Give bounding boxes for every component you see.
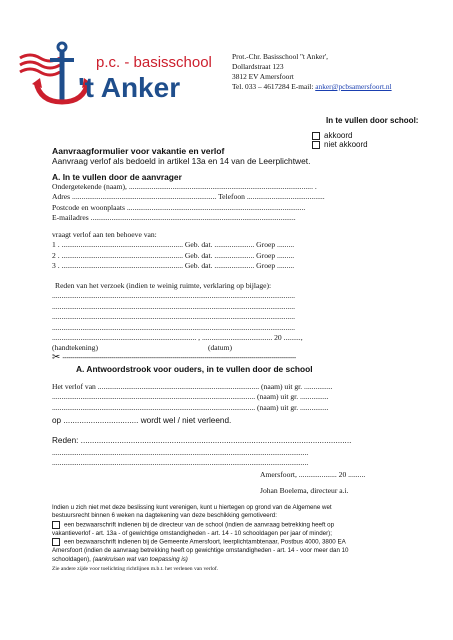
director-name: Johan Boelema, directeur a.i. — [260, 486, 349, 495]
field-child-2[interactable]: 2 . ................................................................ Geb. dat. ..................... Groep ......... — [52, 250, 295, 260]
field-email[interactable]: E-mailadres ............................................................................................................ — [52, 213, 296, 223]
field-undersigned[interactable]: Ondergetekende (naam), ................................................................................................. . — [52, 182, 317, 191]
objection-p1: Indien u zich niet met deze beslissing kunt verenigen, kunt u hiertegen op grond van de Algemene wet — [52, 504, 332, 511]
field-leave-of[interactable]: Het verlof van ..................................................................................... (naam) uit gr. ............... — [52, 382, 333, 391]
address-line-2: Dollardstraat 123 — [232, 62, 284, 71]
objection-option-2-end — [52, 556, 349, 564]
school-address — [232, 52, 392, 92]
field-answer-reason-2[interactable]: ....................................................................................................................................... — [52, 448, 309, 457]
checkbox-icon[interactable] — [312, 141, 320, 149]
objection-p2: bestuursrecht binnen 6 weken na dagtekening van deze beschikking gemotiveerd: — [52, 512, 277, 520]
cut-line — [52, 352, 296, 363]
checkbox-icon[interactable] — [312, 132, 320, 140]
answer-fields — [52, 382, 333, 413]
cut-dashes: ------------------------------------------------------------------------------------------------------------------- — [62, 355, 296, 362]
objection-option-1[interactable] — [52, 521, 349, 530]
checkbox-icon[interactable] — [52, 538, 60, 546]
field-child-1[interactable]: 1 . ................................................................ Geb. dat. ..................... Groep ......... — [52, 240, 295, 250]
objection-option-1-text: een bezwaarschrift indienen bij de directeur van de school (indien de aanvraag betrekking heeft op — [64, 521, 335, 529]
request-for-label: vraagt verlof aan ten behoeve van: — [52, 230, 157, 239]
school-box — [312, 116, 440, 158]
objection-notice — [52, 504, 349, 564]
field-leave-3[interactable]: ........................................................................................................... (naam) uit gr. ............... — [52, 402, 329, 412]
reason-label: Reden van het verzoek (indien te weinig ruimte, verklaring op bijlage): — [55, 281, 272, 290]
scissors-icon: ✂ — [52, 352, 61, 363]
field-signature-date[interactable]: ............................................................................ , ..................................... 20 ........., — [52, 333, 303, 343]
field-address[interactable]: Adres ............................................................................ Telefoon ......................................... — [52, 192, 325, 202]
reason-fields — [52, 281, 303, 354]
field-reason-4[interactable]: ................................................................................................................................ — [52, 322, 295, 332]
field-answer-reason-3[interactable]: ....................................................................................................................................... — [52, 458, 309, 468]
objection-option-2-text: een bezwaarschrift indienen bij de Gemeente Amersfoort, leerplichtambtenaar, Postbus 4000, 3800 EA — [64, 538, 346, 546]
applicant-fields — [52, 182, 325, 224]
signature-label: (handtekening) — [52, 343, 98, 353]
school-logo — [18, 38, 212, 128]
section-a-heading: A. In te vullen door de aanvrager — [52, 172, 182, 182]
answer-heading: A. Antwoordstrook voor ouders, in te vullen door de school — [76, 364, 313, 374]
address-contact — [232, 82, 392, 92]
objection-option-2[interactable] — [52, 538, 349, 547]
option-akkoord-label: akkoord — [324, 131, 353, 140]
field-answer-reason[interactable]: Reden: ....................................................................................................................... — [52, 436, 352, 445]
field-reason-2[interactable]: ................................................................................................................................ — [52, 301, 295, 311]
field-granted[interactable]: op ................................. wordt wel / niet verleend. — [52, 416, 232, 425]
instruction-text: (aankruisen wat van toepassing is) — [92, 555, 188, 563]
objection-option-2-cont: Amersfoort (indien de aanvraag betrekking heeft op gewichtige omstandigheden - art. 14 - voor meer dan 10 — [52, 547, 349, 555]
date-label: (datum) — [207, 343, 233, 353]
phone-text: Tel. 033 – 4617284 E-mail: — [232, 82, 316, 91]
form-subtitle: Aanvraag verlof als bedoeld in artikel 13a en 14 van de Leerplichtwet. — [52, 156, 311, 166]
checkbox-icon[interactable] — [52, 521, 60, 529]
option-akkoord[interactable] — [312, 131, 440, 140]
option-niet-akkoord-label: niet akkoord — [324, 140, 368, 149]
field-postcode[interactable]: Postcode en woonplaats .............................................................................................. — [52, 202, 306, 212]
field-child-3[interactable]: 3 . ................................................................ Geb. dat. ..................... Groep ......... — [52, 261, 295, 271]
logo-school-name: 't Anker — [78, 72, 181, 103]
email-link[interactable]: anker@pcbsamersfoort.nl — [315, 82, 392, 91]
address-line-3: 3812 EV Amersfoort — [232, 72, 294, 81]
objection-option-1-cont: vakantieverlof - art. 13a - of gewichtige omstandigheden - art. 14 - 10 schooldagen per jaar of minder); — [52, 529, 332, 537]
option-niet-akkoord[interactable] — [312, 140, 440, 149]
logo-school-type: p.c. - basisschool — [96, 54, 212, 71]
children-fields — [52, 230, 294, 272]
see-other-side-note: Zie andere zijde voor toelichting richtlijnen m.b.t. het verlenen van verlof. — [52, 566, 219, 572]
field-reason-3[interactable]: ................................................................................................................................ — [52, 312, 295, 322]
place-date: Amersfoort, .................... 20 ......... — [260, 470, 366, 479]
field-reason-1[interactable]: ................................................................................................................................ — [52, 291, 295, 301]
form-title: Aanvraagformulier voor vakantie en verlof — [52, 146, 225, 156]
school-box-title: In te vullen door school: — [326, 116, 419, 125]
answer-reason-dots — [52, 448, 308, 469]
objection-option-2-end-text: schooldagen), — [52, 555, 93, 563]
field-leave-2[interactable]: ........................................................................................................... (naam) uit gr. ............... — [52, 392, 329, 402]
address-line-1: Prot.-Chr. Basisschool ''t Anker', — [232, 52, 328, 61]
